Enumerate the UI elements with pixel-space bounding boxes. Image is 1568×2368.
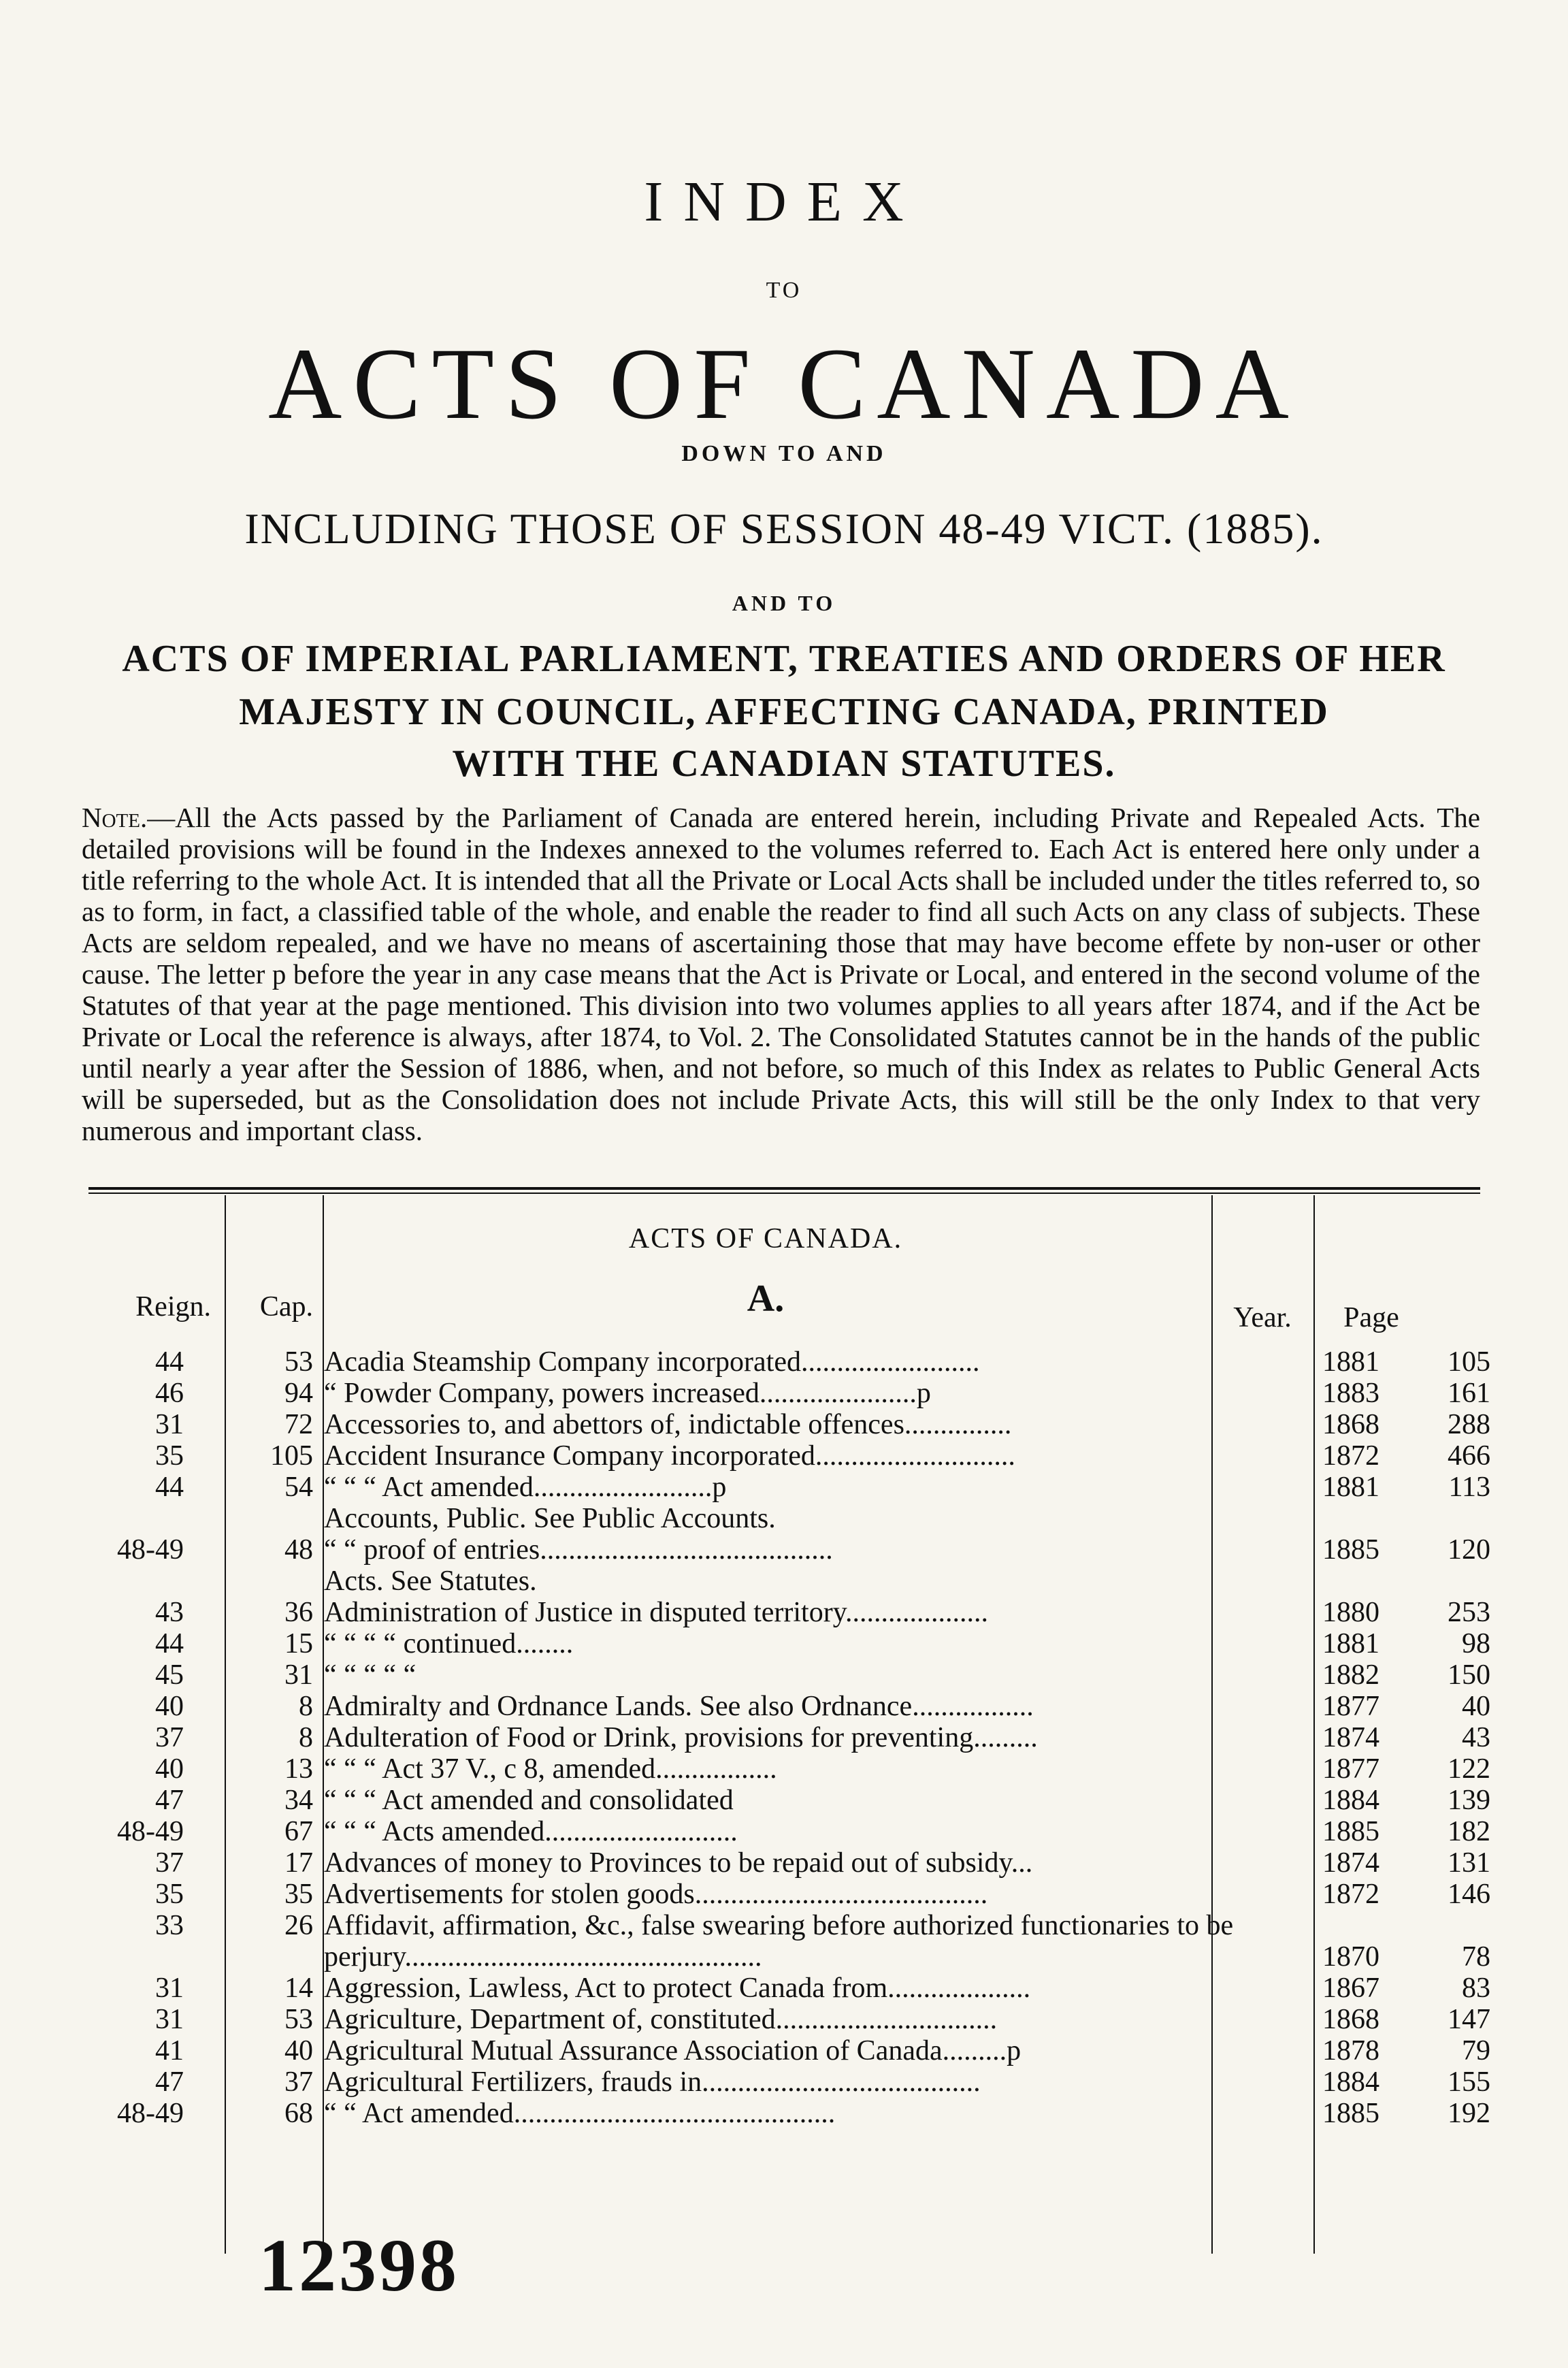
year-cell: 1885 — [1322, 1534, 1379, 1566]
reign-cell: 33 — [155, 1910, 184, 1941]
title-cell: “ “ “ Act amended and consolidated — [324, 1785, 734, 1816]
table-row — [88, 1722, 1490, 1753]
table-row — [88, 1472, 1490, 1503]
reign-cell: 40 — [155, 1691, 184, 1722]
reign-cell: 48-49 — [117, 2098, 184, 2129]
year-cell: 1874 — [1322, 1722, 1379, 1753]
cap-cell: 40 — [284, 2035, 313, 2066]
header-cap: Cap. — [259, 1291, 313, 1323]
table-row — [88, 1659, 1490, 1691]
section-title: ACTS OF CANADA. — [628, 1223, 903, 1254]
page-cell: 182 — [1448, 1816, 1490, 1847]
title-cell: “ “ “ Act amended.........................p — [324, 1472, 727, 1503]
cap-cell: 14 — [284, 1973, 313, 2004]
table-row — [88, 1628, 1490, 1659]
title-cell: Admiralty and Ordnance Lands. See also Ordnance................. — [324, 1691, 1034, 1722]
table-row — [88, 2004, 1490, 2035]
imperial-line-1: ACTS OF IMPERIAL PARLIAMENT, TREATIES AND ORDERS OF HER — [122, 638, 1446, 680]
cap-cell: 13 — [284, 1753, 313, 1785]
year-cell: 1878 — [1322, 2035, 1379, 2066]
year-cell: 1881 — [1322, 1346, 1379, 1378]
header-page: Page — [1343, 1302, 1399, 1333]
cap-cell: 94 — [284, 1378, 313, 1409]
table-row — [88, 1973, 1490, 2004]
down-to-subheading: DOWN TO AND — [681, 441, 887, 466]
including-line: INCLUDING THOSE OF SESSION 48-49 VICT. (1885). — [244, 504, 1324, 553]
cap-cell: 105 — [270, 1440, 313, 1472]
table-row — [88, 1785, 1490, 1816]
reign-cell: 31 — [155, 1973, 184, 2004]
page-cell: 78 — [1462, 1941, 1490, 1973]
table-row — [88, 1847, 1490, 1879]
section-letter: A. — [747, 1278, 785, 1320]
year-cell: 1881 — [1322, 1472, 1379, 1503]
reign-cell: 46 — [155, 1378, 184, 1409]
year-cell: 1867 — [1322, 1973, 1379, 2004]
title-cell: Accessories to, and abettors of, indictable offences............... — [324, 1409, 1012, 1440]
cap-cell: 72 — [284, 1409, 313, 1440]
cap-cell: 53 — [284, 2004, 313, 2035]
table-top-rule — [88, 1187, 1480, 1190]
and-to-subheading: AND TO — [732, 591, 836, 615]
title-cell: “ “ “ Act 37 V., c 8, amended................. — [324, 1753, 777, 1785]
cap-cell: 36 — [284, 1597, 313, 1628]
year-cell: 1885 — [1322, 1816, 1379, 1847]
table-row — [88, 1566, 1480, 1597]
header-year: Year. — [1233, 1302, 1292, 1333]
note-text: —All the Acts passed by the Parliament of Canada are entered herein, including Private and Repealed Acts. The detailed provisions will be found in the Indexes annexed to the volumes referred to. Each Act is entered here only under a title referring to the whole Act. It is intended that all the Private or Local Acts shall be included under the titles referred to, so as to form, in fact, a classified table of the whole, and enable the reader to find all such Acts on any class of subjects. These Acts are seldom repealed, and we have no means of ascertaining those that may have become effete by non-user or other cause. The letter p before the year in any case means that the Act is Private or Local, and entered in the second volume of the Statutes of that year at the page mentioned. This division into two volumes applies to all years after 1874, and if the Act be Private or Local the reference is always, after 1874, to Vol. 2. The Consolidated Statutes cannot be in the hands of the public until nearly a year after the Session of 1886, when, and not before, so much of this Index as relates to Public General Acts will be superseded, but as the Consolidation does not include Private Acts, this will still be the only Index to that very numerous and important class. — [82, 802, 1480, 1146]
page-cell: 150 — [1448, 1659, 1490, 1691]
page-cell: 253 — [1448, 1597, 1490, 1628]
cap-cell: 37 — [284, 2066, 313, 2098]
table-row — [88, 1346, 1490, 1378]
reign-cell: 43 — [155, 1597, 184, 1628]
title-cell: “ “ “ “ “ — [324, 1659, 416, 1691]
cap-cell: 34 — [284, 1785, 313, 1816]
table-top-rule-thin — [88, 1193, 1480, 1194]
index-table-body — [88, 1346, 1490, 2129]
page-cell: 120 — [1448, 1534, 1490, 1566]
table-row — [88, 1691, 1490, 1722]
reign-cell: 44 — [155, 1472, 184, 1503]
page-cell: 161 — [1448, 1378, 1490, 1409]
footer-number: 12398 — [259, 2224, 459, 2307]
cap-cell: 8 — [299, 1691, 313, 1722]
reign-cell: 45 — [155, 1659, 184, 1691]
year-cell: 1868 — [1322, 1409, 1379, 1440]
reign-cell: 44 — [155, 1346, 184, 1378]
to-subheading: TO — [766, 278, 802, 303]
table-row — [88, 1753, 1490, 1785]
year-cell: 1870 — [1322, 1941, 1379, 1973]
reign-cell: 31 — [155, 1409, 184, 1440]
page-cell: 79 — [1462, 2035, 1490, 2066]
cap-cell: 15 — [284, 1628, 313, 1659]
reign-cell: 37 — [155, 1722, 184, 1753]
cap-cell: 26 — [284, 1910, 313, 1941]
year-cell: 1880 — [1322, 1597, 1379, 1628]
year-cell: 1884 — [1322, 1785, 1379, 1816]
page-cell: 122 — [1448, 1753, 1490, 1785]
title-cell: “ “ “ Acts amended........................... — [324, 1816, 738, 1847]
reign-cell: 47 — [155, 1785, 184, 1816]
title-cell: Aggression, Lawless, Act to protect Canada from.................... — [324, 1973, 1031, 2004]
cap-cell: 8 — [299, 1722, 313, 1753]
title-cell: “ “ Act amended............................................. — [324, 2098, 836, 2129]
year-cell: 1872 — [1322, 1879, 1379, 1910]
reign-cell: 40 — [155, 1753, 184, 1785]
main-title: ACTS OF CANADA — [268, 327, 1300, 440]
cap-cell: 68 — [284, 2098, 313, 2129]
table-row — [88, 2098, 1490, 2129]
table-row — [88, 2066, 1490, 2098]
page-cell: 146 — [1448, 1879, 1490, 1910]
reign-cell: 31 — [155, 2004, 184, 2035]
title-cell: Acadia Steamship Company incorporated......................... — [324, 1346, 980, 1378]
imperial-line-3: WITH THE CANADIAN STATUTES. — [452, 743, 1116, 785]
note-label: Note. — [82, 802, 148, 833]
reign-cell: 48-49 — [117, 1816, 184, 1847]
reign-cell: 47 — [155, 2066, 184, 2098]
page-cell: 113 — [1448, 1472, 1490, 1503]
year-cell: 1874 — [1322, 1847, 1379, 1879]
title-cell: “ Powder Company, powers increased......................p — [324, 1378, 931, 1409]
table-row — [88, 1440, 1490, 1472]
page-cell: 155 — [1448, 2066, 1490, 2098]
cap-cell: 67 — [284, 1816, 313, 1847]
page-cell: 288 — [1448, 1409, 1490, 1440]
table-row — [88, 1503, 1480, 1534]
title-cell: Affidavit, affirmation, &c., false swearing before authorized functionaries to be perjury.................................................. — [324, 1910, 1234, 1973]
cap-cell: 35 — [284, 1879, 313, 1910]
header-reign: Reign. — [135, 1291, 211, 1323]
cap-cell: 48 — [284, 1534, 313, 1566]
title-cell: Adulteration of Food or Drink, provisions for preventing......... — [324, 1722, 1038, 1753]
page-cell: 40 — [1462, 1691, 1490, 1722]
cap-cell: 54 — [284, 1472, 313, 1503]
year-cell: 1877 — [1322, 1753, 1379, 1785]
title-cell: Administration of Justice in disputed territory.................... — [324, 1597, 988, 1628]
reign-cell: 37 — [155, 1847, 184, 1879]
year-cell: 1881 — [1322, 1628, 1379, 1659]
table-row — [88, 1378, 1490, 1409]
cap-cell: 17 — [284, 1847, 313, 1879]
year-cell: 1868 — [1322, 2004, 1379, 2035]
note-paragraph — [82, 802, 1480, 1146]
title-cell: Agricultural Fertilizers, frauds in....................................... — [324, 2066, 981, 2098]
page-cell: 466 — [1448, 1440, 1490, 1472]
title-cell: Advances of money to Provinces to be repaid out of subsidy... — [324, 1847, 1033, 1879]
page-cell: 105 — [1448, 1346, 1490, 1378]
cap-cell: 31 — [284, 1659, 313, 1691]
title-cell: Accounts, Public. See Public Accounts. — [324, 1503, 776, 1534]
year-cell: 1877 — [1322, 1691, 1379, 1722]
page-cell: 43 — [1462, 1722, 1490, 1753]
page-cell: 139 — [1448, 1785, 1490, 1816]
table-row — [88, 1409, 1490, 1440]
year-cell: 1884 — [1322, 2066, 1379, 2098]
reign-cell: 35 — [155, 1879, 184, 1910]
title-cell: “ “ proof of entries......................................... — [324, 1534, 833, 1566]
page-cell: 147 — [1448, 2004, 1490, 2035]
index-heading: INDEX — [644, 170, 924, 233]
page-cell: 192 — [1448, 2098, 1490, 2129]
table-row — [88, 1816, 1490, 1847]
imperial-line-2: MAJESTY IN COUNCIL, AFFECTING CANADA, PRINTED — [239, 691, 1329, 733]
title-cell: Acts. See Statutes. — [324, 1566, 537, 1597]
title-cell: Agriculture, Department of, constituted............................... — [324, 2004, 998, 2035]
title-cell: Advertisements for stolen goods......................................... — [324, 1879, 988, 1910]
reign-cell: 35 — [155, 1440, 184, 1472]
table-row — [88, 1910, 1490, 1973]
reign-cell: 48-49 — [117, 1534, 184, 1566]
year-cell: 1882 — [1322, 1659, 1379, 1691]
reign-cell: 41 — [155, 2035, 184, 2066]
table-row — [88, 1879, 1490, 1910]
page-cell: 98 — [1462, 1628, 1490, 1659]
table-row — [88, 2035, 1490, 2066]
page-cell: 131 — [1448, 1847, 1490, 1879]
year-cell: 1872 — [1322, 1440, 1379, 1472]
title-cell: “ “ “ “ continued........ — [324, 1628, 574, 1659]
page-cell: 83 — [1462, 1973, 1490, 2004]
title-cell: Agricultural Mutual Assurance Association of Canada.........p — [324, 2035, 1022, 2066]
year-cell: 1883 — [1322, 1378, 1379, 1409]
title-cell: Accident Insurance Company incorporated............................ — [324, 1440, 1015, 1472]
table-row — [88, 1597, 1490, 1628]
year-cell: 1885 — [1322, 2098, 1379, 2129]
cap-cell: 53 — [284, 1346, 313, 1378]
reign-cell: 44 — [155, 1628, 184, 1659]
table-row — [88, 1534, 1490, 1566]
